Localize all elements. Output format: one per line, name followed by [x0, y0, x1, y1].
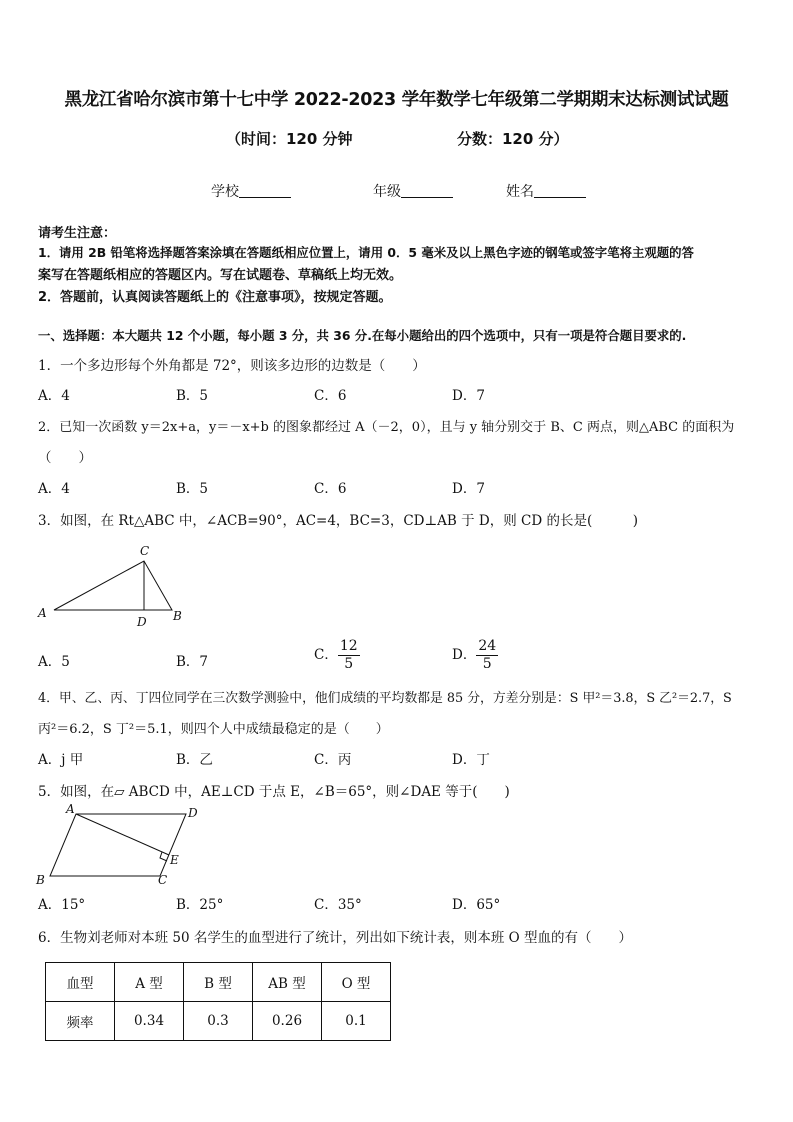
label-a: A: [38, 606, 47, 620]
label-d: D: [188, 806, 198, 820]
q3-option-d[interactable]: [452, 638, 498, 673]
table-cell: 0.34: [115, 1002, 184, 1041]
score-label: 分数：120 分）: [457, 130, 569, 148]
parallelogram-abcd: [50, 814, 186, 876]
notes-heading: 请考生注意：: [38, 226, 117, 241]
table-cell: 频率: [46, 1002, 115, 1041]
q1-option-d[interactable]: D．7: [452, 388, 485, 404]
q6-text: 6．生物刘老师对本班 50 名学生的血型进行了统计，列出如下统计表，则本班 O 型血的有（ ）: [38, 930, 632, 946]
q2-text-line1: 2．已知一次函数 y＝2x+a，y＝－x+b 的图象都经过 A（－2，0），且与 y 轴分别交于 B、C 两点，则△ABC 的面积为: [38, 420, 735, 435]
table-header-cell: B 型: [184, 963, 253, 1002]
table-header-cell: A 型: [115, 963, 184, 1002]
q2-option-c[interactable]: C．6: [314, 481, 347, 497]
grade-label: 年级: [373, 184, 401, 200]
fraction-12-5: $\frac{12}{5}$: [339, 638, 358, 672]
name-label: 姓名: [506, 184, 534, 200]
grade-blank[interactable]: [401, 184, 453, 198]
q1-option-c[interactable]: C．6: [314, 388, 347, 404]
notes-line-1b: 案写在答题纸相应的答题区内。写在试题卷、草稿纸上均无效。: [38, 268, 403, 283]
label-b: B: [173, 609, 182, 623]
label-a: A: [66, 802, 75, 816]
q1-option-b[interactable]: B．5: [176, 388, 209, 404]
q3-option-c-prefix: C．: [314, 647, 338, 663]
table-header-cell: 血型: [46, 963, 115, 1002]
q1-option-a[interactable]: A．4: [38, 388, 70, 404]
q2-option-a[interactable]: A．4: [38, 481, 70, 497]
name-blank[interactable]: [534, 184, 586, 198]
q5-option-d[interactable]: D．65°: [452, 897, 501, 913]
table-header-cell: AB 型: [253, 963, 322, 1002]
label-d: D: [137, 615, 147, 629]
q3-option-a[interactable]: A．5: [38, 654, 70, 670]
label-c: C: [158, 873, 168, 887]
fraction-24-5: $\frac{24}{5}$: [478, 638, 497, 672]
q4-option-c[interactable]: C．丙: [314, 752, 352, 768]
section-heading: 一、选择题：本大题共 12 个小题，每小题 3 分，共 36 分.在每小题给出的四个选项中，只有一项是符合题目要求的.: [38, 328, 687, 343]
q3-text: 3．如图，在 Rt△ABC 中，∠ACB=90°，AC=4，BC=3，CD⊥AB 于 D，则 CD 的长是( ): [38, 513, 639, 529]
notes-line-2: 2．答题前，认真阅读答题纸上的《注意事项》，按规定答题。: [38, 290, 392, 305]
label-c: C: [140, 544, 150, 558]
q3-triangle-figure: [30, 540, 200, 630]
q4-option-a[interactable]: A．j 甲: [38, 752, 84, 768]
time-label: （时间：120 分钟: [226, 130, 353, 148]
grade-field: [373, 181, 453, 201]
q5-parallelogram-figure: [30, 802, 210, 888]
school-blank[interactable]: [239, 184, 291, 198]
label-b: B: [36, 873, 45, 887]
q2-text-line2: （ ）: [38, 450, 92, 466]
q4-text-line1: 4．甲、乙、丙、丁四位同学在三次数学测验中，他们成绩的平均数都是 85 分，方差分别是：S 甲²＝3.8，S 乙²＝2.7，S: [38, 691, 732, 706]
segment-ae: [76, 814, 169, 855]
name-field: [506, 181, 586, 201]
school-label: 学校: [211, 184, 239, 200]
q5-text: 5．如图，在▱ ABCD 中，AE⊥CD 于点 E，∠B＝65°，则∠DAE 等于( ): [38, 784, 510, 800]
table-cell: 0.1: [322, 1002, 391, 1041]
q1-text: 1．一个多边形每个外角都是 72°，则该多边形的边数是（ ）: [38, 358, 426, 374]
q5-option-b[interactable]: B．25°: [176, 897, 224, 913]
q4-text-line2: 丙²＝6.2，S 丁²＝5.1，则四个人中成绩最稳定的是（ ）: [38, 722, 389, 737]
q2-option-b[interactable]: B．5: [176, 481, 209, 497]
notes-line-1a: 1．请用 2B 铅笔将选择题答案涂填在答题纸相应位置上，请用 0．5 毫米及以上黑色字迹的钢笔或签字笔将主观题的答: [38, 245, 694, 260]
blood-type-table: [45, 962, 391, 1041]
table-header-cell: O 型: [322, 963, 391, 1002]
q3-option-d-prefix: D．: [452, 647, 477, 663]
q3-option-c[interactable]: [314, 638, 360, 673]
school-field: [211, 181, 291, 201]
q4-option-b[interactable]: B．乙: [176, 752, 213, 768]
triangle-abc: [54, 561, 172, 610]
q4-option-d[interactable]: D．丁: [452, 752, 490, 768]
table-row: [46, 1002, 391, 1041]
table-cell: 0.26: [253, 1002, 322, 1041]
exam-title: 黑龙江省哈尔滨市第十七中学 2022-2023 学年数学七年级第二学期期末达标测试试题: [64, 90, 729, 110]
table-header-row: [46, 963, 391, 1002]
q5-option-c[interactable]: C．35°: [314, 897, 362, 913]
q3-option-b[interactable]: B．7: [176, 654, 209, 670]
q5-option-a[interactable]: A．15°: [38, 897, 86, 913]
q2-option-d[interactable]: D．7: [452, 481, 485, 497]
table-cell: 0.3: [184, 1002, 253, 1041]
label-e: E: [170, 853, 179, 867]
